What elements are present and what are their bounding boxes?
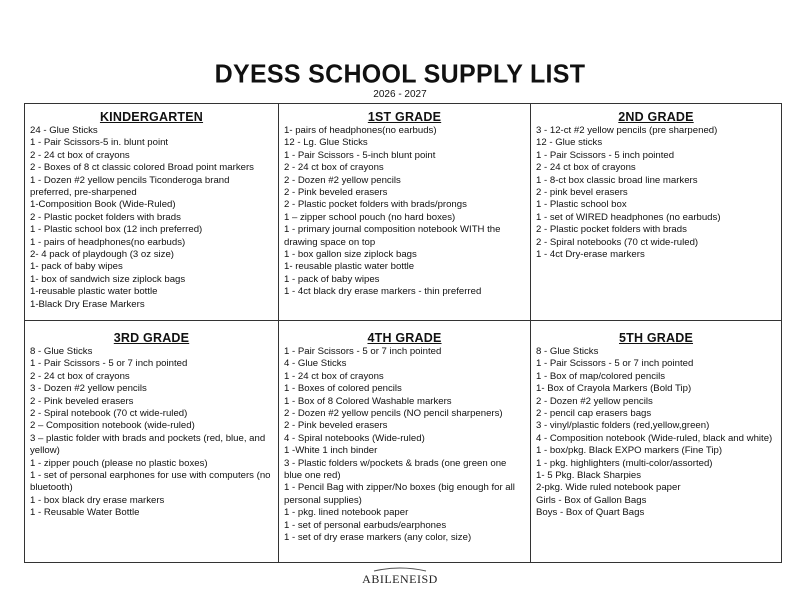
supply-item: 2 - Pink beveled erasers	[30, 395, 134, 407]
supply-item: 1- reusable plastic water bottle	[284, 261, 415, 273]
school-year: 2026 - 2027	[373, 89, 427, 100]
supply-item: 1 - pkg. lined notebook paper	[284, 507, 409, 519]
supply-item: 1 - 4ct black dry erase markers - thin preferred	[284, 286, 482, 298]
supply-item: 4 - Composition notebook (Wide-ruled, black and white)	[536, 432, 773, 444]
supply-item: 1 - box black dry erase markers	[30, 494, 165, 506]
supply-grid	[24, 103, 782, 563]
supply-item: 2 - Plastic pocket folders with brads/prongs	[284, 199, 467, 211]
supply-item: 12 - Glue sticks	[536, 137, 603, 149]
grade-heading: 3RD GRADE	[113, 331, 190, 345]
district-logo	[0, 567, 800, 587]
grade-section-3rd	[25, 321, 279, 562]
supply-item: 2 - 24 ct box of crayons	[536, 162, 636, 174]
grade-section-5th	[531, 321, 781, 562]
supply-item: 1 - Pair Scissors-5 in. blunt point	[30, 137, 169, 149]
supply-item: 1 - Dozen #2 yellow pencils Ticonderoga brand preferred, pre-sharpened	[30, 174, 230, 199]
supply-item: 2 - pencil cap erasers bags	[536, 408, 652, 420]
supply-item: 2- 4 pack of playdough (3 oz size)	[30, 249, 174, 261]
supply-item: 3 - Plastic folders w/pockets & brads (one green one blue one red)	[284, 457, 507, 482]
logo-text: ABILENEISD	[362, 572, 438, 586]
supply-item: 1 - set of WIRED headphones (no earbuds)	[536, 211, 721, 223]
supply-item: 1- pairs of headphones(no earbuds)	[284, 125, 437, 136]
supply-item: 2 - Boxes of 8 ct classic colored Broad point markers	[30, 162, 254, 174]
supply-item: 3 - vinyl/plastic folders (red,yellow,green)	[536, 420, 710, 432]
grade-section-2nd	[531, 104, 781, 321]
supply-item: 1 - Pair Scissors - 5 or 7 inch pointed	[284, 346, 442, 357]
supply-item: 1 - Plastic school box (12 inch preferred)	[30, 224, 203, 236]
grade-section-kindergarten	[25, 104, 279, 321]
supply-item: 1- 5 Pkg. Black Sharpies	[536, 470, 642, 482]
supply-list	[284, 346, 525, 545]
supply-item: 1 - 8-ct box classic broad line markers	[536, 174, 698, 186]
supply-item: 1- Box of Crayola Markers (Bold Tip)	[536, 383, 692, 395]
supply-item: 1 -White 1 inch binder	[284, 445, 378, 457]
supply-item: 12 - Lg. Glue Sticks	[284, 137, 368, 149]
supply-item: 2 - 24 ct box of crayons	[30, 149, 130, 161]
supply-item: 1 - 24 ct box of crayons	[284, 370, 384, 382]
supply-item: 2 - Dozen #2 yellow pencils	[284, 174, 401, 186]
supply-item: 1 – zipper school pouch (no hard boxes)	[284, 211, 456, 223]
supply-item: 4 - Spiral notebooks (Wide-ruled)	[284, 432, 425, 444]
supply-item: Boys - Box of Quart Bags	[536, 507, 645, 519]
supply-list	[30, 125, 273, 311]
supply-list	[30, 346, 273, 520]
supply-item: 1 - Boxes of colored pencils	[284, 383, 402, 395]
supply-item: 1 - pack of baby wipes	[284, 273, 380, 285]
page-title: DYESS SCHOOL SUPPLY LIST	[214, 59, 586, 89]
grade-heading: 5TH GRADE	[618, 331, 694, 345]
supply-item: 1 - Box of 8 Colored Washable markers	[284, 395, 452, 407]
supply-item: 1 - primary journal composition notebook WITH the drawing space on top	[284, 224, 501, 248]
supply-item: 1 - set of personal earbuds/earphones	[284, 519, 447, 531]
supply-item: 2 - pink bevel erasers	[536, 187, 628, 199]
grade-section-1st	[279, 104, 531, 321]
supply-item: 1- pack of baby wipes	[30, 261, 123, 273]
supply-item: 2 - Spiral notebook (70 ct wide-ruled)	[30, 408, 188, 420]
supply-item: 3 - Dozen #2 yellow pencils	[30, 383, 147, 395]
supply-item: 1 - Reusable Water Bottle	[30, 507, 140, 519]
supply-item: Girls - Box of Gallon Bags	[536, 494, 647, 506]
supply-item: 1 - zipper pouch (please no plastic boxes)	[30, 457, 208, 469]
supply-item: 2 - Plastic pocket folders with brads	[30, 211, 181, 223]
supply-list	[536, 346, 776, 520]
supply-item: 1 - Pair Scissors - 5 or 7 inch pointed	[30, 358, 188, 370]
supply-item: 24 - Glue Sticks	[30, 125, 98, 136]
supply-item: 1 - Pair Scissors - 5 or 7 inch pointed	[536, 358, 694, 370]
supply-item: 2 - 24 ct box of crayons	[284, 162, 384, 174]
grade-heading: 4TH GRADE	[367, 331, 442, 345]
supply-item: 1-Composition Book (Wide-Ruled)	[30, 199, 176, 211]
supply-item: 1-reusable plastic water bottle	[30, 286, 158, 298]
supply-item: 8 - Glue Sticks	[30, 346, 93, 357]
supply-item: 1 - Pencil Bag with zipper/No boxes (big enough for all personal supplies)	[284, 482, 515, 506]
supply-item: 2 - Dozen #2 yellow pencils	[536, 395, 653, 407]
supply-item: 1 - box gallon size ziplock bags	[284, 249, 417, 261]
supply-item: 1- box of sandwich size ziplock bags	[30, 273, 186, 285]
supply-item: 1 - Box of map/colored pencils	[536, 370, 666, 382]
supply-item: 1 - Pair Scissors - 5 inch pointed	[536, 149, 675, 161]
supply-list	[284, 125, 525, 299]
supply-item: 1 - set of dry erase markers (any color, size)	[284, 532, 472, 544]
grade-section-4th	[279, 321, 531, 562]
supply-item: 1 - Plastic school box	[536, 199, 627, 211]
supply-item: 1 - box/pkg. Black EXPO markers (Fine Tip)	[536, 445, 723, 457]
grade-heading: 1ST GRADE	[367, 110, 442, 124]
grade-heading: 2ND GRADE	[618, 110, 694, 124]
supply-item: 1 - set of personal earphones for use with computers (no bluetooth)	[30, 470, 271, 494]
supply-item: 2 - 24 ct box of crayons	[30, 370, 130, 382]
supply-item: 3 – plastic folder with brads and pockets (red, blue, and yellow)	[30, 432, 266, 457]
grade-heading: KINDERGARTEN	[99, 110, 204, 124]
supply-item: 8 - Glue Sticks	[536, 346, 599, 357]
supply-item: 1 - pairs of headphones(no earbuds)	[30, 236, 186, 248]
supply-item: 2 – Composition notebook (wide-ruled)	[30, 420, 195, 432]
supply-item: 1-Black Dry Erase Markers	[30, 298, 145, 310]
supply-item: 1 - Pair Scissors - 5-inch blunt point	[284, 149, 436, 161]
supply-item: 2-pkg. Wide ruled notebook paper	[536, 482, 681, 494]
supply-item: 2 - Pink beveled erasers	[284, 420, 388, 432]
supply-list	[536, 125, 776, 261]
supply-item: 2 - Spiral notebooks (70 ct wide-ruled)	[536, 236, 699, 248]
supply-item: 2 - Pink beveled erasers	[284, 187, 388, 199]
supply-item: 1 - 4ct Dry-erase markers	[536, 249, 645, 261]
supply-item: 3 - 12-ct #2 yellow pencils (pre sharpened)	[536, 125, 718, 136]
supply-item: 2 - Dozen #2 yellow pencils (NO pencil sharpeners)	[284, 408, 503, 420]
supply-item: 2 - Plastic pocket folders with brads	[536, 224, 687, 236]
supply-item: 4 - Glue Sticks	[284, 358, 347, 370]
supply-item: 1 - pkg. highlighters (multi-color/assorted)	[536, 457, 713, 469]
